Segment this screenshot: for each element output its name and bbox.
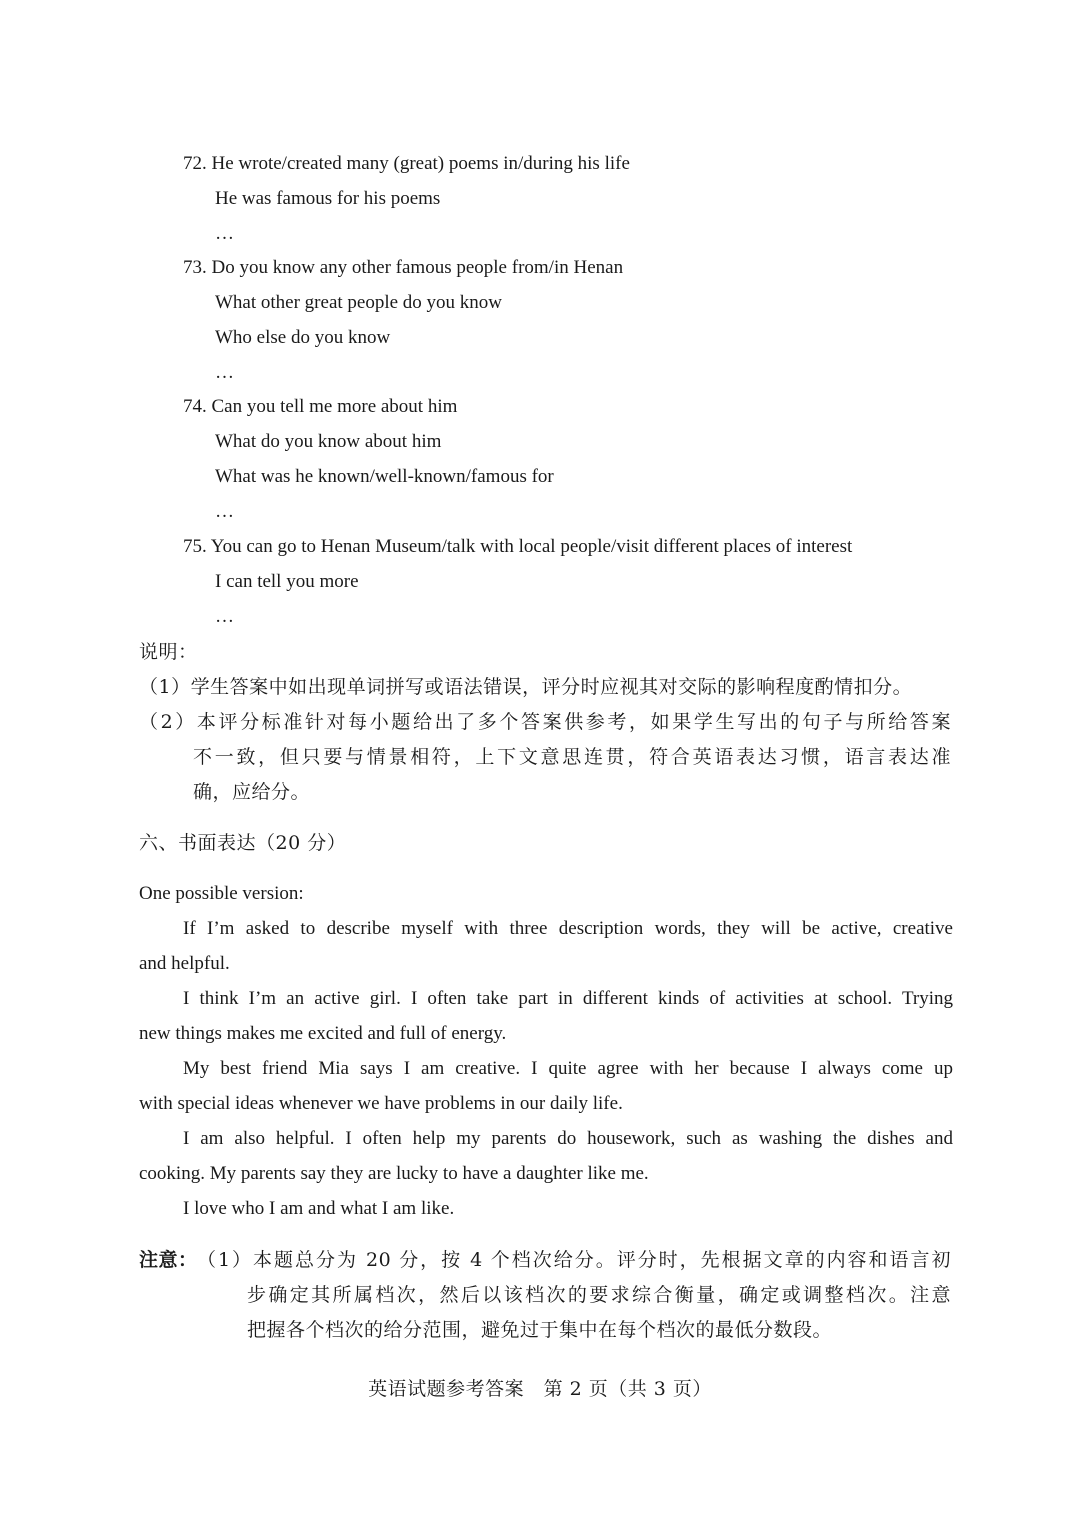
attention-line-2: 步确定其所属档次，然后以该档次的要求综合衡量，确定或调整档次。注意 [247, 1284, 951, 1306]
notes-item-2-line-3: 确，应给分。 [193, 781, 311, 803]
essay-p1-line-1: If I’m asked to describe myself with three description words, they will be active, creative [183, 918, 953, 939]
page-footer: 英语试题参考答案 第 2 页（共 3 页） [368, 1378, 712, 1400]
attention-line-1: （1）本题总分为 20 分，按 4 个档次给分。评分时，先根据文章的内容和语言初 [197, 1249, 951, 1271]
essay-p4-line-2: cooking. My parents say they are lucky to have a daughter like me. [139, 1163, 649, 1184]
answer-74-line-3: What was he known/well-known/famous for [215, 466, 554, 487]
answer-73-line-3: Who else do you know [215, 327, 391, 348]
answer-75-line-2: I can tell you more [215, 571, 359, 592]
notes-item-1: （1）学生答案中如出现单词拼写或语法错误，评分时应视其对交际的影响程度酌情扣分。 [139, 676, 913, 698]
notes-item-2-line-1: （2）本评分标准针对每小题给出了多个答案供参考，如果学生写出的句子与所给答案 [139, 711, 951, 733]
question-number: 72. [183, 153, 207, 174]
essay-p2-line-2: new things makes me excited and full of energy. [139, 1023, 507, 1044]
attention-label: 注意： [139, 1249, 198, 1271]
answer-text: You can go to Henan Museum/talk with local people/visit different places of interest [210, 536, 853, 557]
answer-72-ellipsis: … [215, 223, 235, 244]
question-number: 74. [183, 396, 207, 417]
answer-75-ellipsis: … [215, 606, 235, 627]
section-6-heading: 六、书面表达（20 分） [139, 832, 347, 854]
answer-74-line-1 [183, 395, 457, 419]
answer-73-line-1 [183, 256, 623, 280]
attention-line-3: 把握各个档次的给分范围，避免过于集中在每个档次的最低分数段。 [247, 1319, 833, 1341]
answer-72-line-2: He was famous for his poems [215, 188, 441, 209]
answer-75-line-1 [183, 535, 852, 559]
essay-p4-line-1: I am also helpful. I often help my parents do housework, such as washing the dishes and [183, 1128, 953, 1149]
question-number: 75. [183, 536, 207, 557]
version-label: One possible version: [139, 883, 304, 904]
notes-item-2-line-2: 不一致，但只要与情景相符，上下文意思连贯，符合英语表达习惯，语言表达准 [193, 746, 951, 768]
notes-heading: 说明： [139, 641, 198, 663]
essay-p1-line-2: and helpful. [139, 953, 230, 974]
answer-74-ellipsis: … [215, 501, 235, 522]
answer-text: He wrote/created many (great) poems in/during his life [211, 153, 630, 174]
answer-73-ellipsis: … [215, 362, 235, 383]
essay-p3-line-2: with special ideas whenever we have problems in our daily life. [139, 1093, 623, 1114]
essay-p5-line-1: I love who I am and what I am like. [183, 1198, 455, 1219]
answer-72-line-1 [183, 152, 630, 176]
answer-74-line-2: What do you know about him [215, 431, 442, 452]
essay-p2-line-1: I think I’m an active girl. I often take part in different kinds of activities at school. Trying [183, 988, 953, 1009]
answer-text: Can you tell me more about him [211, 396, 458, 417]
answer-text: Do you know any other famous people from/in Henan [211, 257, 624, 278]
essay-p3-line-1: My best friend Mia says I am creative. I quite agree with her because I always come up [183, 1058, 953, 1079]
question-number: 73. [183, 257, 207, 278]
answer-73-line-2: What other great people do you know [215, 292, 503, 313]
